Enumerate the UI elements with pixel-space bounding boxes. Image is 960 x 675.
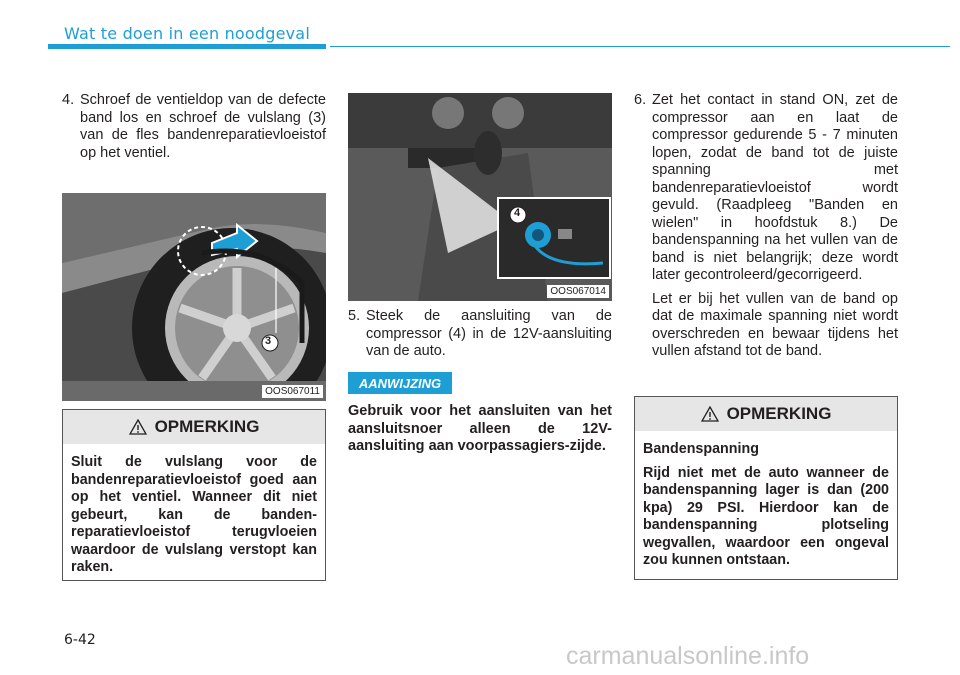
notice-title: OPMERKING bbox=[726, 404, 832, 423]
watermark: carmanualsonline.info bbox=[566, 642, 810, 670]
tire-illustration bbox=[62, 193, 326, 401]
photo-code: OOS067014 bbox=[547, 285, 609, 298]
notice-box bbox=[634, 396, 898, 580]
step-text: Steek de aansluiting van de compressor (4) in de 12V-aansluiting van de auto. bbox=[366, 308, 612, 359]
step-4 bbox=[62, 92, 326, 162]
notice-text: Rijd niet met de auto wanneer de bandenspanning lager is dan (200 kpa) 29 PSI. Hierdoor kan de bandenspanning plotseling wegvallen, waardoor een ongeval zou kunnen ontstaan. bbox=[643, 464, 889, 568]
section-title: Wat te doen in een noodgeval bbox=[64, 24, 310, 43]
step-number: 5. bbox=[348, 308, 361, 324]
callout-4: 4 bbox=[514, 207, 521, 219]
header-bar bbox=[48, 44, 326, 49]
notice-box bbox=[62, 409, 326, 581]
notice-header bbox=[635, 397, 897, 431]
compressor-socket-photo bbox=[348, 93, 612, 301]
step-paragraph: Let er bij het vullen van de band op dat de maximale spanning niet wordt overschreden en bewaar tijdens het vullen afstand tot de band. bbox=[652, 290, 898, 359]
warning-icon bbox=[129, 419, 147, 435]
step-number: 6. bbox=[634, 92, 647, 108]
step-number: 4. bbox=[62, 92, 75, 108]
notice-text: Sluit de vulslang voor de bandenreparatievloeistof goed aan op het ventiel. Wanneer dit niet gebeurt, kan de banden-reparatievloeistof terugvloeien waardoor de vulslang verstopt kan raken. bbox=[71, 454, 317, 575]
notice-subtitle: Bandenspanning bbox=[643, 441, 759, 457]
notice-header bbox=[63, 410, 325, 444]
page-number: 6-42 bbox=[64, 632, 96, 648]
photo-code: OOS067011 bbox=[262, 385, 323, 398]
step-text: Schroef de ventieldop van de defecte band los en schroef de vulslang (3) van de fles bandenreparatievloeistof op het ventiel. bbox=[80, 92, 326, 161]
tip-text: Gebruik voor het aansluiten van het aansluitsnoer alleen de 12V-aansluiting aan voorpassagiers-zijde. bbox=[348, 403, 612, 454]
console-illustration bbox=[348, 93, 612, 301]
tire-valve-photo bbox=[62, 193, 326, 401]
step-5 bbox=[348, 308, 612, 361]
header-rule bbox=[330, 46, 950, 47]
step-6 bbox=[634, 92, 898, 361]
callout-3: 3 bbox=[265, 335, 272, 347]
step-text: Zet het contact in stand ON, zet de compressor aan en laat de compressor gedurende 5 - 7 minuten lopen, zodat de band tot de juiste spanning met bandenreparatievloeistof wordt gevuld. (Raadpleeg "Banden en wielen" in hoofdstuk 8.) De bandenspanning na het vullen van de band is niet belangrijk; deze wordt later gecontroleerd/gecorrigeerd. bbox=[652, 92, 898, 283]
notice-content bbox=[635, 431, 897, 578]
tip-badge: AANWIJZING bbox=[348, 372, 452, 394]
warning-icon bbox=[701, 406, 719, 422]
notice-title: OPMERKING bbox=[154, 417, 260, 436]
